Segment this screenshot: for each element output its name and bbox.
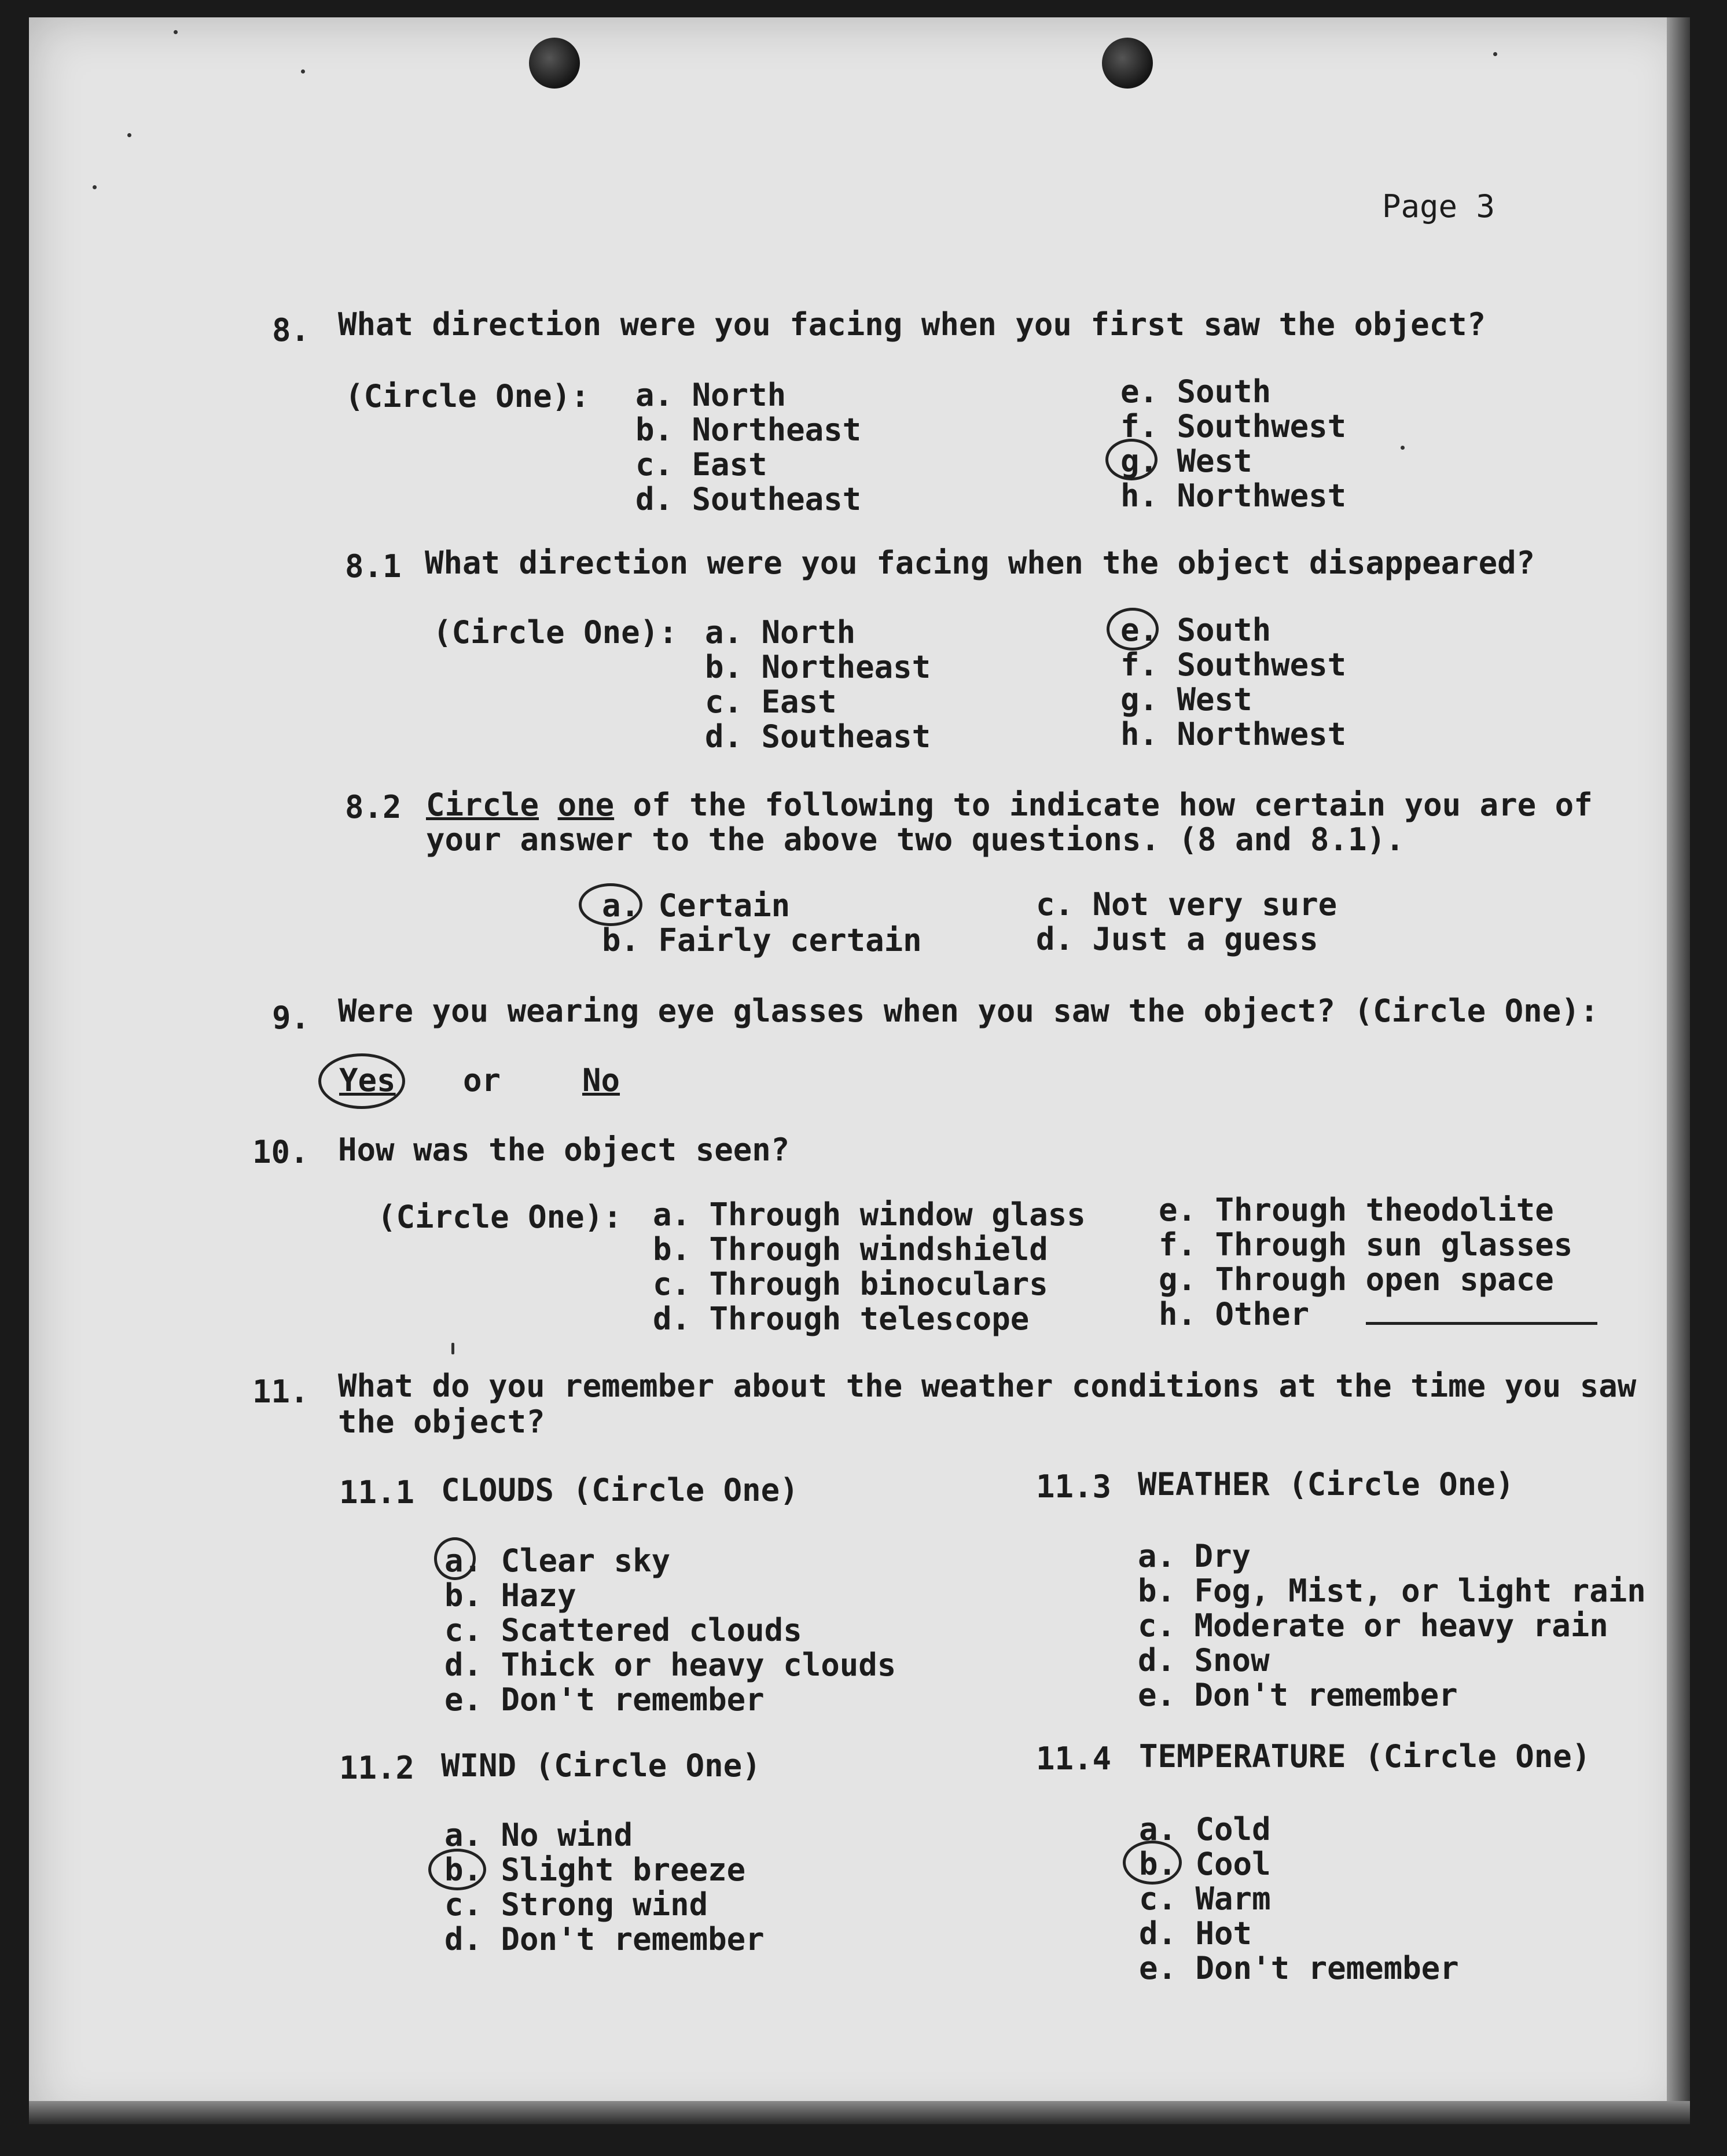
q11-3-heading: WEATHER (Circle One): [1138, 1466, 1515, 1503]
q10-question: How was the object seen?: [338, 1132, 790, 1168]
document-page: [29, 17, 1690, 2124]
q9-number: 9.: [272, 1000, 310, 1036]
q8-2-option-a[interactable]: a. Certain: [602, 887, 791, 924]
q8-1-option-h[interactable]: h. Northwest: [1120, 716, 1347, 752]
q8-2-option-b[interactable]: b. Fairly certain: [602, 922, 922, 958]
q11-4-option-a[interactable]: a. Cold: [1139, 1811, 1271, 1848]
speck: [1493, 52, 1497, 56]
q10-option-h[interactable]: h. Other: [1159, 1296, 1310, 1332]
q8-1-option-b[interactable]: b. Northeast: [705, 649, 931, 685]
q8-option-a[interactable]: a. North: [635, 377, 787, 413]
q10-option-g[interactable]: g. Through open space: [1159, 1261, 1554, 1298]
q8-question: What direction were you facing when you first saw the object?: [338, 306, 1486, 343]
q8-1-option-e[interactable]: e. South: [1120, 612, 1272, 648]
q11-3-option-c[interactable]: c. Moderate or heavy rain: [1138, 1607, 1608, 1644]
speck: [451, 1343, 454, 1354]
q9-no[interactable]: No: [582, 1062, 620, 1099]
q8-2-answer-mark: [579, 883, 642, 926]
q10-option-f[interactable]: f. Through sun glasses: [1159, 1226, 1573, 1263]
q8-2-underlined-circle: Circle: [426, 787, 539, 823]
q11-2-option-a[interactable]: a. No wind: [444, 1817, 633, 1853]
q10-circle-one: (Circle One):: [377, 1199, 622, 1235]
q8-1-option-d[interactable]: d. Southeast: [705, 718, 931, 755]
q8-option-c[interactable]: c. East: [635, 446, 767, 483]
q8-option-h[interactable]: h. Northwest: [1120, 478, 1347, 514]
q8-2-number: 8.2: [345, 789, 402, 825]
q9-question: Were you wearing eye glasses when you saw the object? (Circle One):: [338, 993, 1599, 1029]
q11-question-line2: the object?: [338, 1404, 545, 1440]
q8-1-option-g[interactable]: g. West: [1120, 681, 1252, 718]
q10-number: 10.: [252, 1134, 309, 1170]
speck: [127, 133, 131, 137]
q11-1-option-e[interactable]: e. Don't remember: [444, 1681, 765, 1718]
q8-1-option-c[interactable]: c. East: [705, 684, 837, 720]
q8-1-circle-one: (Circle One):: [433, 614, 678, 651]
punch-hole-left: [529, 38, 580, 89]
q8-1-answer-mark: [1107, 608, 1159, 651]
q11-4-option-e[interactable]: e. Don't remember: [1139, 1950, 1459, 1986]
q9-answer-mark: [318, 1053, 405, 1109]
q8-2-underlined-one: one: [557, 787, 615, 823]
q10-option-e[interactable]: e. Through theodolite: [1159, 1192, 1554, 1228]
q8-1-option-f[interactable]: f. Southwest: [1120, 647, 1347, 683]
q10-other-blank-line[interactable]: [1366, 1322, 1597, 1325]
q8-circle-one: (Circle One):: [345, 378, 590, 414]
q11-1-option-a[interactable]: a. Clear sky: [444, 1542, 671, 1579]
speck: [93, 185, 97, 189]
q11-1-number: 11.1: [339, 1474, 415, 1511]
q11-4-option-d[interactable]: d. Hot: [1139, 1915, 1252, 1952]
q11-2-option-c[interactable]: c. Strong wind: [444, 1886, 708, 1923]
q10-option-d[interactable]: d. Through telescope: [653, 1301, 1030, 1337]
q8-2-question-line1: [426, 789, 1593, 821]
q11-4-option-c[interactable]: c. Warm: [1139, 1880, 1271, 1917]
q10-option-c[interactable]: c. Through binoculars: [653, 1266, 1048, 1302]
page-edge-shadow-bottom: [29, 2101, 1690, 2124]
speck: [1401, 446, 1405, 450]
q11-2-number: 11.2: [339, 1750, 415, 1786]
q10-option-a[interactable]: a. Through window glass: [653, 1196, 1086, 1233]
speck: [174, 30, 178, 34]
q11-number: 11.: [252, 1373, 309, 1410]
q8-2-question-rest: of the following to indicate how certain you are of: [633, 787, 1593, 823]
q8-answer-mark: [1105, 439, 1158, 480]
q11-3-option-d[interactable]: d. Snow: [1138, 1642, 1270, 1678]
q8-2-question-line2: your answer to the above two questions. (8 and 8.1).: [426, 821, 1405, 858]
q11-1-heading: CLOUDS (Circle One): [441, 1472, 799, 1508]
page-number: Page 3: [1382, 188, 1495, 225]
q11-4-number: 11.4: [1036, 1740, 1112, 1777]
speck: [301, 69, 305, 74]
q8-1-question: What direction were you facing when the object disappeared?: [425, 545, 1535, 581]
q11-2-option-b[interactable]: b. Slight breeze: [444, 1852, 746, 1888]
q11-3-number: 11.3: [1036, 1468, 1112, 1505]
q11-4-heading: TEMPERATURE (Circle One): [1139, 1738, 1591, 1775]
q9-or: or: [463, 1062, 501, 1099]
q8-option-f[interactable]: f. Southwest: [1120, 408, 1347, 445]
q11-4-answer-mark: [1123, 1841, 1182, 1885]
q11-1-option-d[interactable]: d. Thick or heavy clouds: [444, 1647, 896, 1683]
q8-option-e[interactable]: e. South: [1120, 373, 1272, 410]
q11-3-option-a[interactable]: a. Dry: [1138, 1538, 1251, 1574]
q8-number: 8.: [272, 312, 310, 348]
q8-option-d[interactable]: d. Southeast: [635, 481, 862, 517]
q9-yes[interactable]: Yes: [339, 1062, 396, 1099]
q11-4-option-b[interactable]: b. Cool: [1139, 1846, 1271, 1882]
q11-question-line1: What do you remember about the weather conditions at the time you saw: [338, 1368, 1637, 1404]
q11-1-option-c[interactable]: c. Scattered clouds: [444, 1612, 802, 1648]
q11-2-option-d[interactable]: d. Don't remember: [444, 1921, 765, 1957]
page-edge-shadow: [1667, 17, 1690, 2124]
q11-2-heading: WIND (Circle One): [441, 1747, 761, 1784]
q8-2-option-c[interactable]: c. Not very sure: [1036, 886, 1337, 923]
punch-hole-right: [1102, 38, 1153, 89]
q8-2-option-d[interactable]: d. Just a guess: [1036, 921, 1318, 957]
q11-1-answer-mark: [434, 1537, 476, 1580]
q10-option-b[interactable]: b. Through windshield: [653, 1231, 1048, 1268]
q8-option-g[interactable]: g. West: [1120, 443, 1252, 479]
q8-1-option-a[interactable]: a. North: [705, 614, 856, 651]
q11-2-answer-mark: [428, 1849, 486, 1890]
q8-option-b[interactable]: b. Northeast: [635, 412, 862, 448]
q11-3-option-b[interactable]: b. Fog, Mist, or light rain: [1138, 1573, 1646, 1609]
q11-1-option-b[interactable]: b. Hazy: [444, 1577, 576, 1614]
q8-1-number: 8.1: [345, 548, 402, 585]
q11-3-option-e[interactable]: e. Don't remember: [1138, 1677, 1458, 1713]
